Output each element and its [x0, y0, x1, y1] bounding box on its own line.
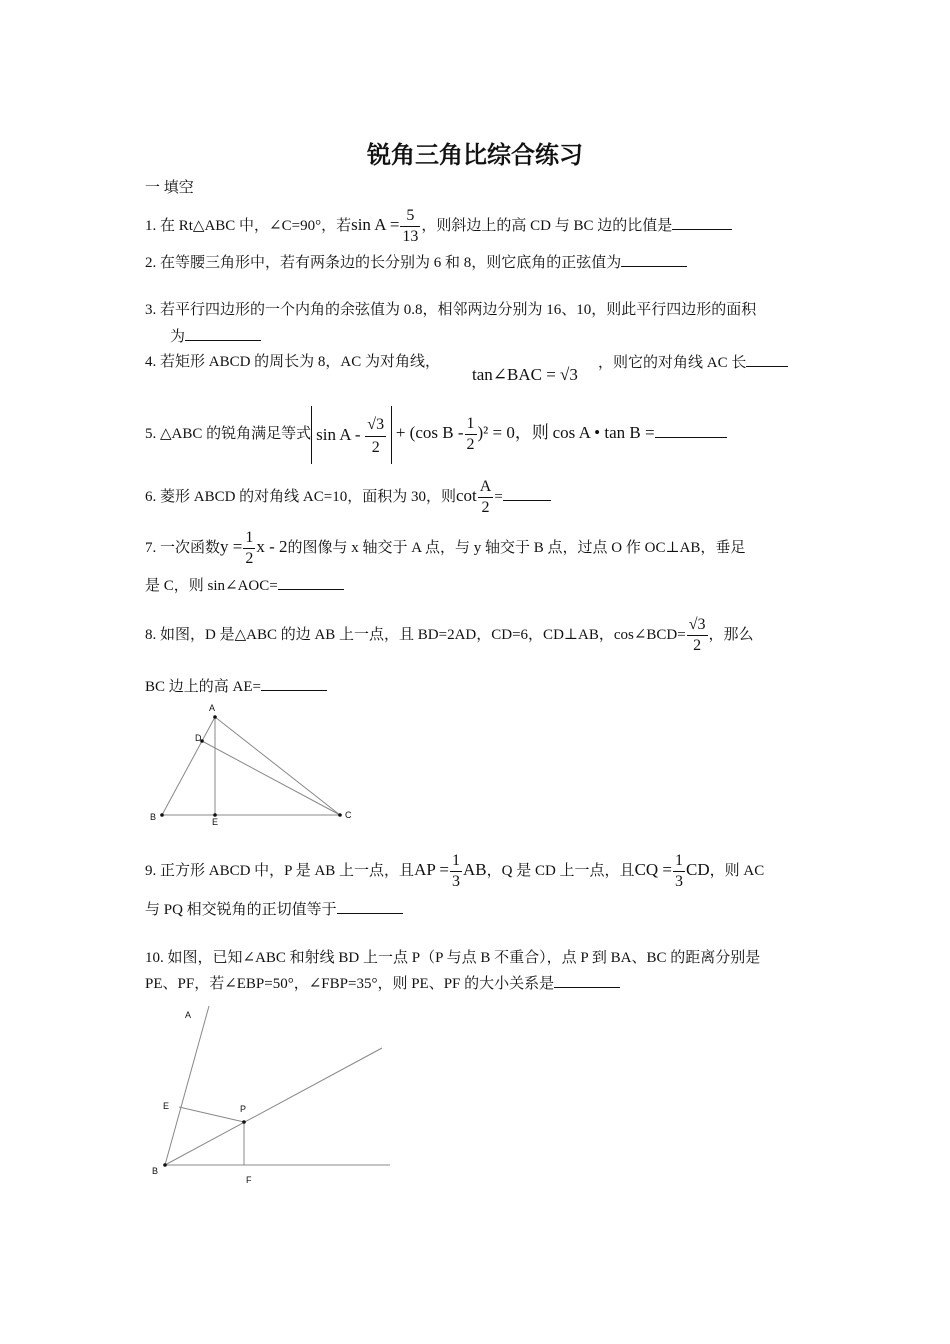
question-6: 6. 菱形 ABCD 的对角线 AC=10，面积为 30，则cot $\frac{A}{2}$ = — [145, 474, 551, 519]
answer-blank-10[interactable] — [554, 973, 620, 988]
page-title: 锐角三角比综合练习 — [367, 143, 583, 169]
question-3-cont: 为 — [170, 326, 261, 347]
ray-bd — [165, 1048, 382, 1165]
question-8-cont: BC 边上的高 AE= — [145, 676, 327, 697]
answer-blank-2[interactable] — [621, 252, 687, 267]
answer-blank-3[interactable] — [185, 326, 261, 341]
segment-ac — [215, 717, 340, 815]
label-c: C — [345, 810, 352, 820]
label-e: E — [212, 817, 219, 827]
segment-ba — [162, 717, 215, 815]
label-a: A — [185, 1010, 192, 1020]
label-p: P — [240, 1104, 247, 1114]
point-a — [213, 715, 217, 719]
question-8: 8. 如图，D 是△ABC 的边 AB 上一点，且 BD=2AD，CD=6，CD⊥AB，cos∠BCD= $\frac{√3}{2}$ ，那么 — [145, 616, 754, 655]
point-b — [160, 813, 164, 817]
absolute-value-bars: sin A - $\frac{√3}{2}$ — [311, 406, 392, 464]
question-7-cont: 是 C，则 sin∠AOC= — [145, 575, 344, 596]
figure-angle-abc — [140, 1000, 400, 1190]
question-9-cont: 与 PQ 相交锐角的正切值等于 — [145, 899, 403, 920]
section-heading: 一 填空 — [145, 180, 194, 196]
answer-blank-8[interactable] — [261, 676, 327, 691]
question-2: 2. 在等腰三角形中，若有两条边的长分别为 6 和 8，则它底角的正弦值为 — [145, 252, 687, 273]
question-4: 4. 若矩形 ABCD 的周长为 8，AC 为对角线， — [145, 354, 441, 370]
segment-pe — [179, 1107, 244, 1122]
question-1: 1. 在 Rt△ABC 中，∠C=90°，若sin A = $\frac{5}{13}$ ，则斜边上的高 CD 与 BC 边的比值是 — [145, 203, 732, 248]
label-e: E — [163, 1101, 170, 1111]
answer-blank-5[interactable] — [655, 428, 727, 438]
segment-dc — [202, 741, 340, 815]
question-10: 10. 如图，已知∠ABC 和射线 BD 上一点 P（P 与点 B 不重合），点 P 到 BA、BC 的距离分别是 — [145, 950, 761, 966]
label-a: A — [209, 703, 216, 713]
label-d: D — [195, 733, 202, 743]
answer-blank-9[interactable] — [337, 899, 403, 914]
question-5: 5. △ABC 的锐角满足等式 sin A - $\frac{√3}{2}$ + (cos B - $\frac{1}{2}$ )² = 0，则 cos A • tan B = — [145, 404, 727, 464]
question-7: 7. 一次函数y = $\frac{1}{2}$ x - 2的图像与 x 轴交于 A 点，与 y 轴交于 B 点，过点 O 作 OC⊥AB，垂足 — [145, 529, 746, 568]
question-4-math: tan∠BAC = √3 — [472, 365, 578, 384]
question-10-cont: PE、PF，若∠EBP=50°，∠FBP=35°，则 PE、PF 的大小关系是 — [145, 973, 620, 994]
label-f: F — [246, 1175, 252, 1185]
answer-blank-4[interactable] — [746, 352, 788, 367]
answer-blank-1[interactable] — [672, 215, 732, 230]
label-b: B — [152, 1166, 159, 1176]
question-4-cont: ，则它的对角线 AC 长 — [598, 352, 788, 373]
figure-triangle-abc — [140, 700, 360, 830]
point-p — [242, 1120, 246, 1124]
point-b — [163, 1163, 167, 1167]
question-3: 3. 若平行四边形的一个内角的余弦值为 0.8，相邻两边分别为 16、10，则此平行四边形的面积 — [145, 302, 757, 318]
answer-blank-7[interactable] — [278, 575, 344, 590]
point-c — [338, 813, 342, 817]
question-9: 9. 正方形 ABCD 中，P 是 AB 上一点，且AP = $\frac{1}{3}$ AB，Q 是 CD 上一点，且CQ = $\frac{1}{3}$ CD，则 AC — [145, 852, 765, 891]
ray-ba — [165, 1006, 209, 1165]
label-b: B — [150, 812, 157, 822]
answer-blank-6[interactable] — [503, 486, 551, 501]
